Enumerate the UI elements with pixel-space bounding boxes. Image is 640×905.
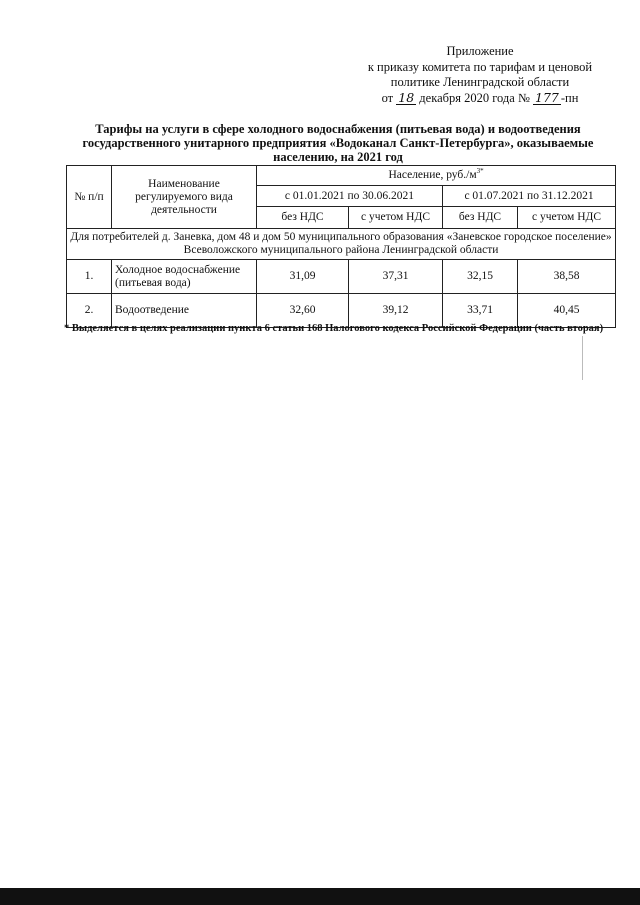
date-prefix: от bbox=[381, 90, 394, 105]
row-p2-vat: 38,58 bbox=[518, 260, 616, 294]
row-num: 1. bbox=[67, 260, 112, 294]
col-header-p1-vat: с учетом НДС bbox=[349, 207, 443, 229]
row-num: 2. bbox=[67, 294, 112, 328]
footnote: * Выделяется в целях реализации пункта 6 статьи 168 Налогового кодекса Российской Федерации (часть вторая) bbox=[64, 323, 604, 334]
col-header-activity: Наименование регулируемого вида деятельности bbox=[112, 166, 257, 229]
date-suffix: -пн bbox=[560, 90, 579, 105]
row-p1-no-vat: 31,09 bbox=[257, 260, 349, 294]
row-name: Холодное водоснабжение (питьевая вода) bbox=[112, 260, 257, 294]
row-p1-vat: 39,12 bbox=[349, 294, 443, 328]
row-name: Водоотведение bbox=[112, 294, 257, 328]
title-line1: Тарифы на услуги в сфере холодного водоснабжения (питьевая вода) и водоотведения bbox=[95, 122, 581, 136]
col-header-p2-vat: с учетом НДС bbox=[518, 207, 616, 229]
scan-bottom-edge bbox=[0, 888, 640, 905]
table-row bbox=[67, 260, 616, 294]
margin-line bbox=[582, 336, 583, 380]
col-header-period1: с 01.01.2021 по 30.06.2021 bbox=[257, 186, 443, 207]
appendix-line2: к приказу комитета по тарифам и ценовой bbox=[367, 59, 593, 74]
appendix-line3: политике Ленинградской области bbox=[390, 75, 570, 89]
row-p2-no-vat: 32,15 bbox=[443, 260, 518, 294]
section-label: Для потребителей д. Заневка, дом 48 и дом 50 муниципального образования «Заневское городское поселение» Всеволожского муниципального района Ленинградской области bbox=[67, 229, 616, 260]
population-sup: 3* bbox=[476, 167, 484, 176]
row-p1-no-vat: 32,60 bbox=[257, 294, 349, 328]
row-p2-vat: 40,45 bbox=[518, 294, 616, 328]
row-p1-vat: 37,31 bbox=[349, 260, 443, 294]
date-middle: декабря 2020 года № bbox=[419, 90, 530, 105]
handwritten-day: 18 bbox=[398, 89, 415, 105]
section-row bbox=[67, 229, 616, 260]
col-header-population bbox=[257, 166, 616, 186]
col-header-p2-no-vat: без НДС bbox=[443, 207, 518, 229]
row-p2-no-vat: 33,71 bbox=[443, 294, 518, 328]
title-line3: населению, на 2021 год bbox=[273, 150, 403, 164]
tariff-table bbox=[66, 165, 616, 328]
appendix-date-line bbox=[360, 91, 600, 107]
document-title bbox=[60, 122, 616, 164]
col-header-p1-no-vat: без НДС bbox=[257, 207, 349, 229]
col-header-num: № п/п bbox=[67, 166, 112, 229]
handwritten-number: 177 bbox=[535, 89, 559, 105]
appendix-block bbox=[360, 44, 600, 106]
appendix-line1: Приложение bbox=[446, 44, 514, 58]
col-header-period2: с 01.07.2021 по 31.12.2021 bbox=[443, 186, 616, 207]
population-label: Население, руб./м bbox=[388, 169, 477, 181]
title-line2: государственного унитарного предприятия «Водоканал Санкт-Петербурга», оказываемые bbox=[82, 136, 594, 150]
header-row-1 bbox=[67, 166, 616, 186]
